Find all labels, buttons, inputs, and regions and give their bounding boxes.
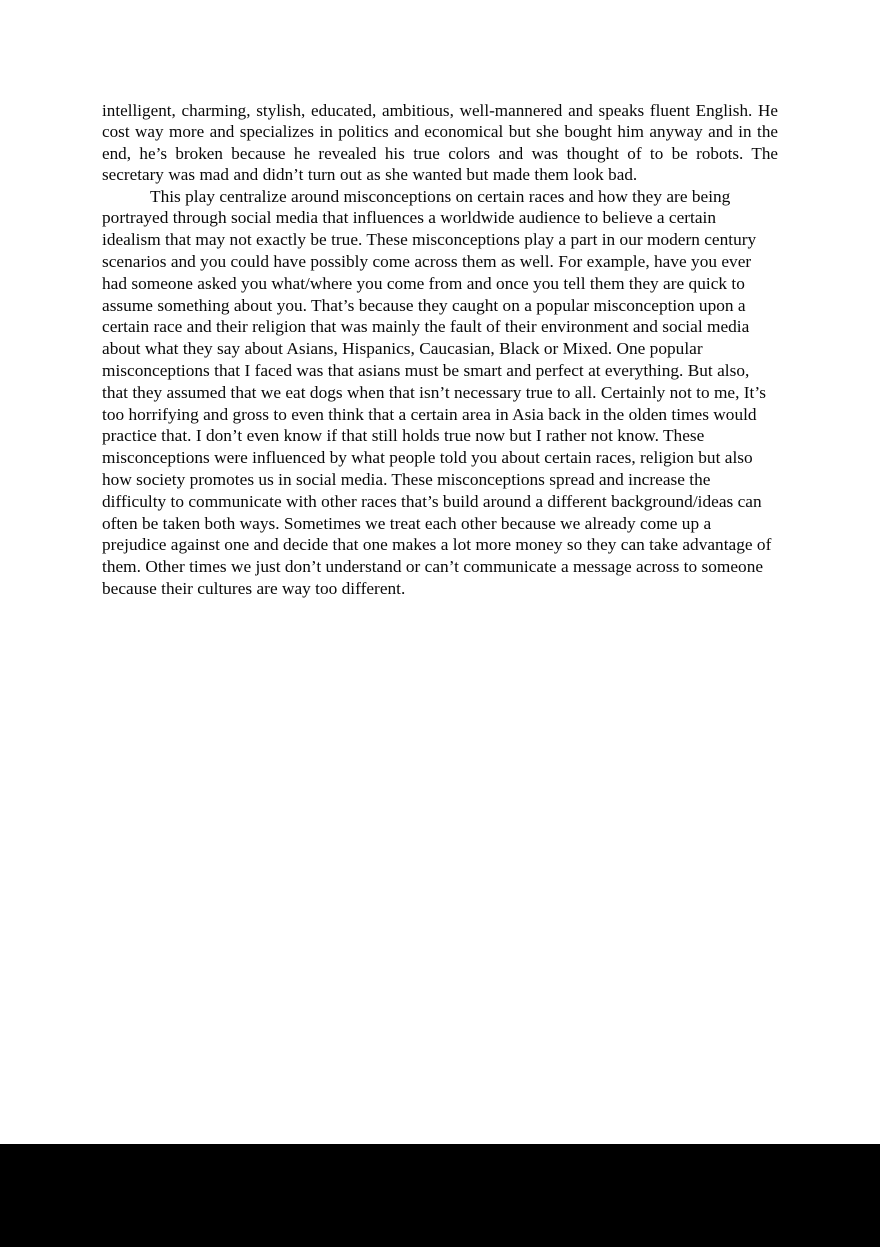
body-paragraph-misconceptions: This play centralize around misconceptions on certain races and how they are being portrayed through social media that influences a worldwide audience to believe a certain idealism that may not exactly be true. These misconceptions play a part in our modern century scenarios and you could have possibly come across them as well. For example, have you ever had someone asked you what/where you come from and once you tell them they are quick to assume something about you. That’s because they caught on a popular misconception upon a certain race and their religion that was mainly the fault of their environment and social media about what they say about Asians, Hispanics, Caucasian, Black or Mixed. One popular misconceptions that I faced was that asians must be smart and perfect at everything. But also, that they assumed that we eat dogs when that isn’t necessary true to all. Certainly not to me, It’s too horrifying and gross to even think that a certain area in Asia back in the olden times would practice that. I don’t even know if that still holds true now but I rather not know. These misconceptions were influenced by what people told you about certain races, religion but also how society promotes us in social media. These misconceptions spread and increase the difficulty to communicate with other races that’s build around a different background/ideas can often be taken both ways. Sometimes we treat each other because we already come up a prejudice against one and decide that one makes a lot more money so they can take advantage of them. Other times we just don’t understand or can’t communicate a message across to someone because their cultures are way too different. [102,186,772,598]
body-paragraph-continued: intelligent, charming, stylish, educated, ambitious, well-mannered and speaks fluent English. He cost way more and specializes in politics and economical but she bought him anyway and in the end, he’s broken because he revealed his true colors and was thought of to be robots. The secretary was mad and didn’t turn out as she wanted but made them look bad. [102,101,778,185]
page-bottom-black-bar [0,1144,880,1247]
document-text-column [102,100,778,600]
